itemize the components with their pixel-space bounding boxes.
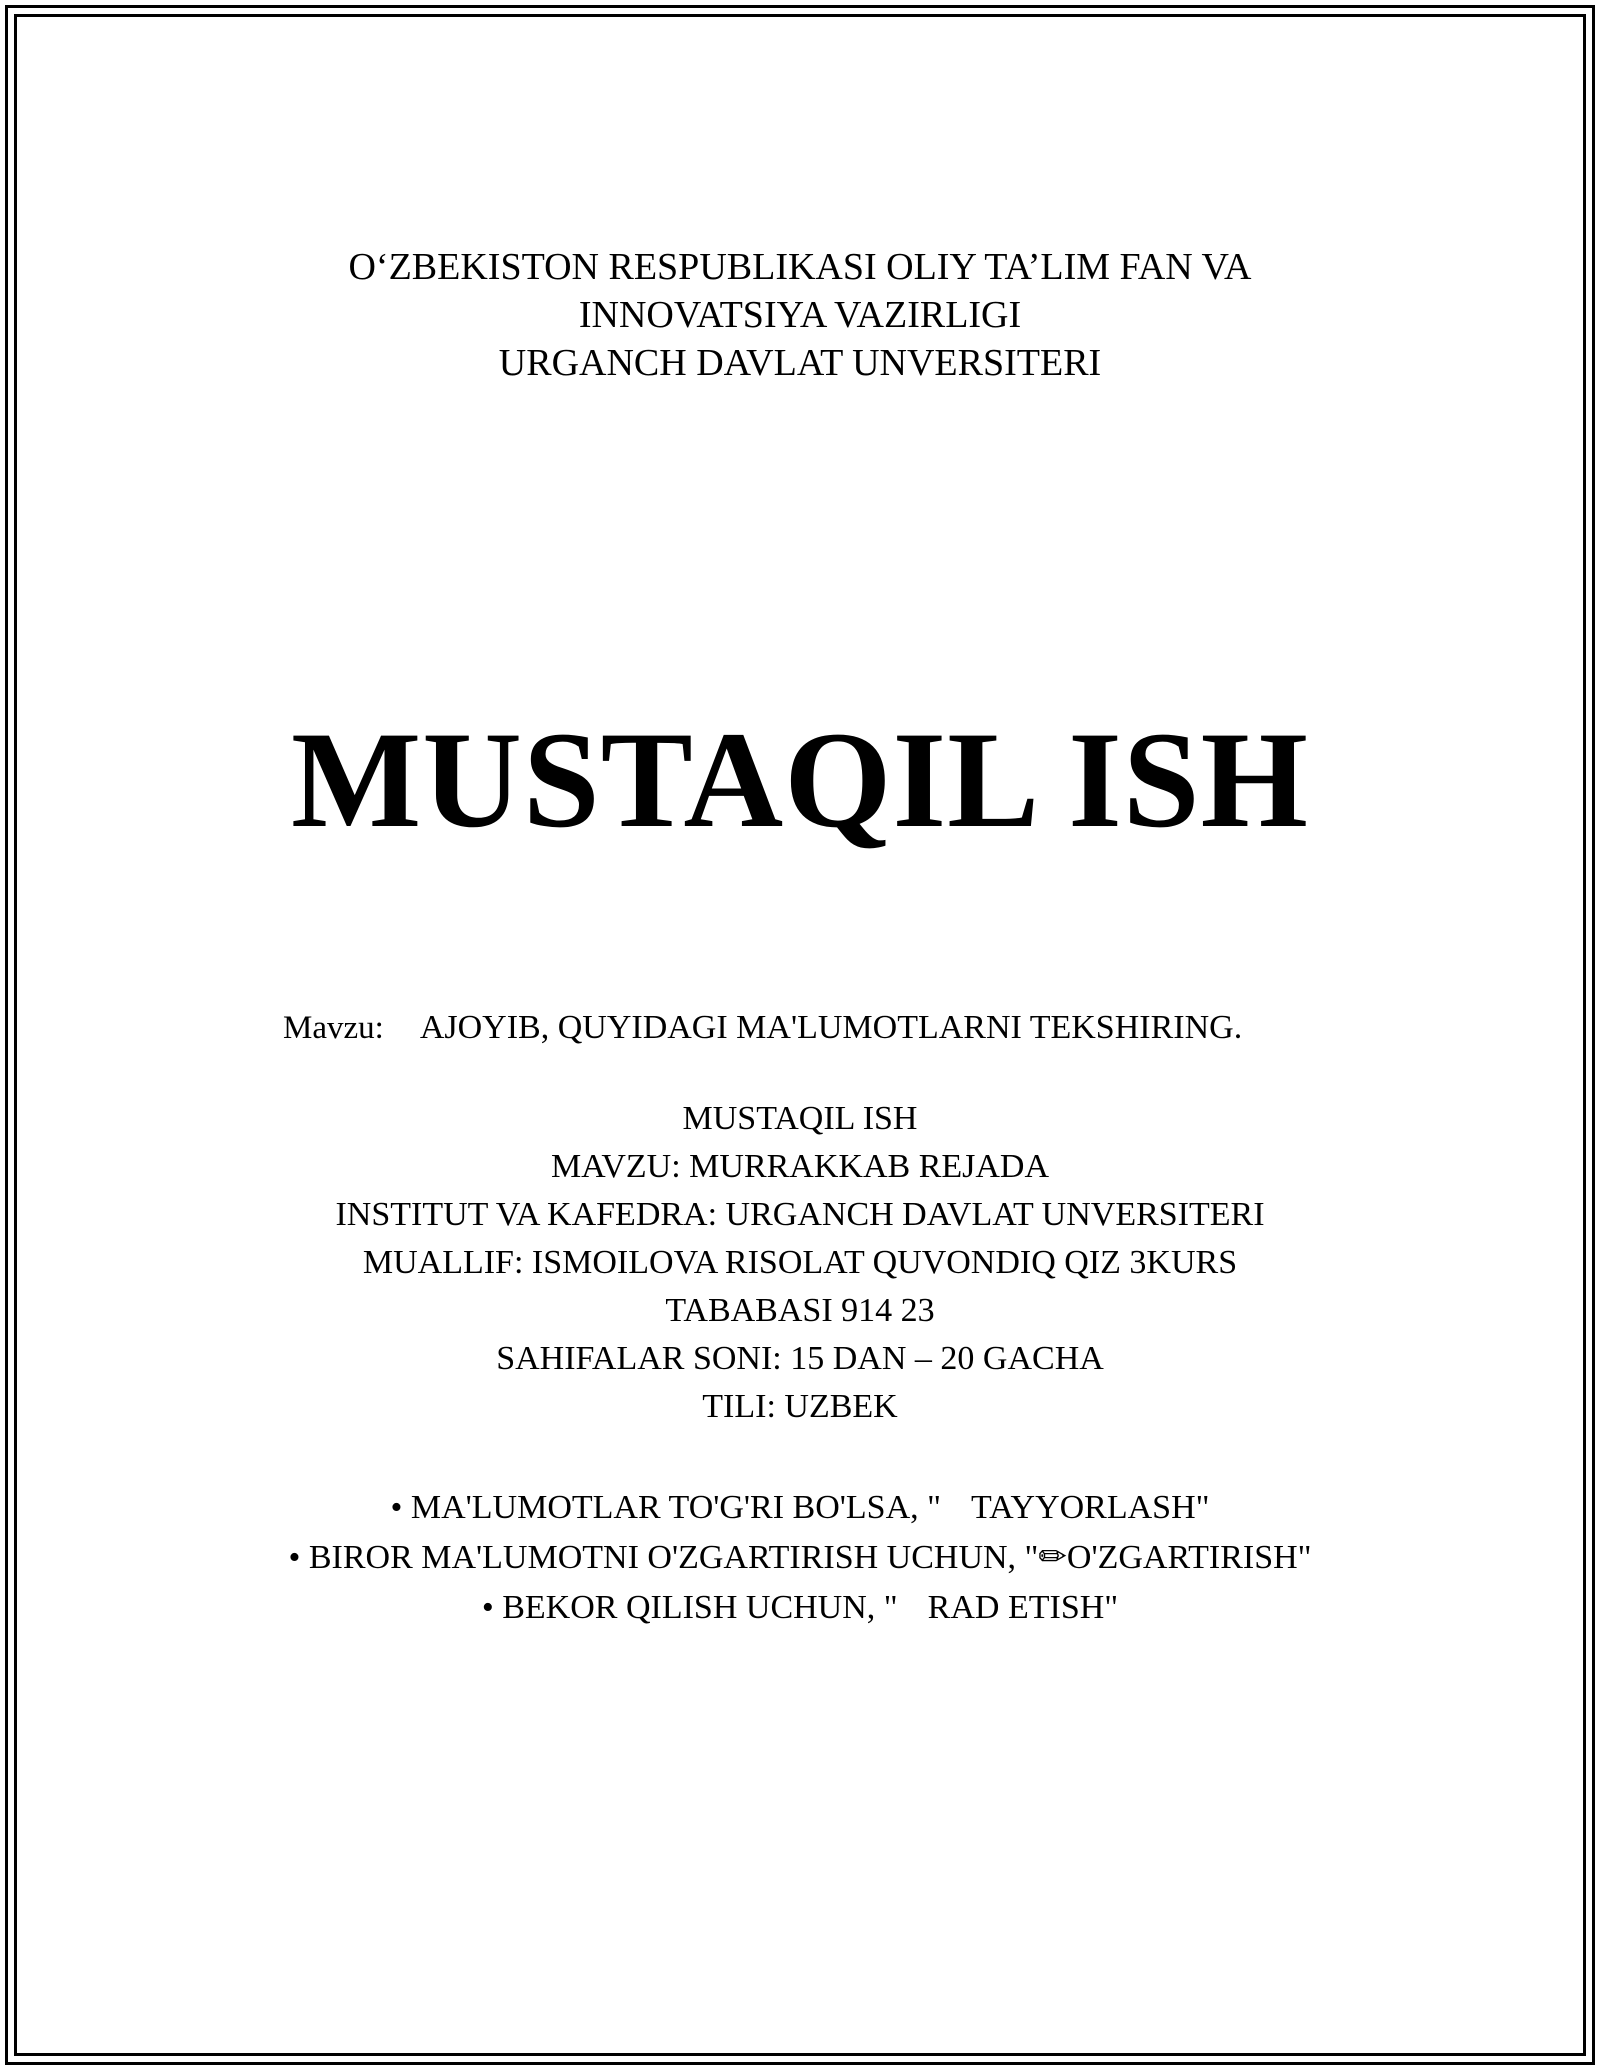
details-block (0, 1095, 1600, 1431)
action-item-prepare-prefix: • MA'LUMOTLAR TO'G'RI BO'LSA, " (390, 1489, 942, 1526)
action-item-prepare (0, 1483, 1600, 1533)
document-title: MUSTAQIL ISH (291, 703, 1309, 856)
detail-line: MUALLIF: ISMOILOVA RISOLAT QUVONDIQ QIZ 3KURS (362, 1244, 1238, 1281)
header-line-ministry: O‘ZBEKISTON RESPUBLIKASI OLIY TA’LIM FAN VA (348, 246, 1252, 288)
action-item-prepare-label: TAYYORLASH" (971, 1489, 1210, 1526)
topic-row (283, 1004, 1242, 1052)
detail-line: MAVZU: MURRAKKAB REJADA (550, 1148, 1050, 1185)
action-item-reject (0, 1583, 1600, 1633)
action-item-reject-prefix: • BEKOR QILISH UCHUN, " (481, 1589, 898, 1626)
header-line-ministry-cont: INNOVATSIYA VAZIRLIGI (578, 294, 1022, 336)
action-item-edit: • BIROR MA'LUMOTNI O'ZGARTIRISH UCHUN, "✏O'ZGARTIRISH" (288, 1539, 1312, 1576)
topic-value: AJOYIB, QUYIDAGI MA'LUMOTLARNI TEKSHIRING. (419, 1009, 1243, 1046)
topic-label: Mavzu: (283, 1010, 384, 1046)
detail-line: INSTITUT VA KAFEDRA: URGANCH DAVLAT UNVERSITERI (335, 1196, 1265, 1233)
detail-line: SAHIFALAR SONI: 15 DAN – 20 GACHA (496, 1340, 1104, 1377)
action-item-reject-label: RAD ETISH" (927, 1589, 1119, 1626)
actions-list (0, 1483, 1600, 1633)
detail-line: TABABASI 914 23 (665, 1292, 935, 1329)
detail-line: TILI: UZBEK (702, 1388, 898, 1425)
detail-line: MUSTAQIL ISH (682, 1100, 918, 1137)
header-line-university: URGANCH DAVLAT UNVERSITERI (498, 342, 1102, 384)
institution-header (0, 243, 1600, 387)
